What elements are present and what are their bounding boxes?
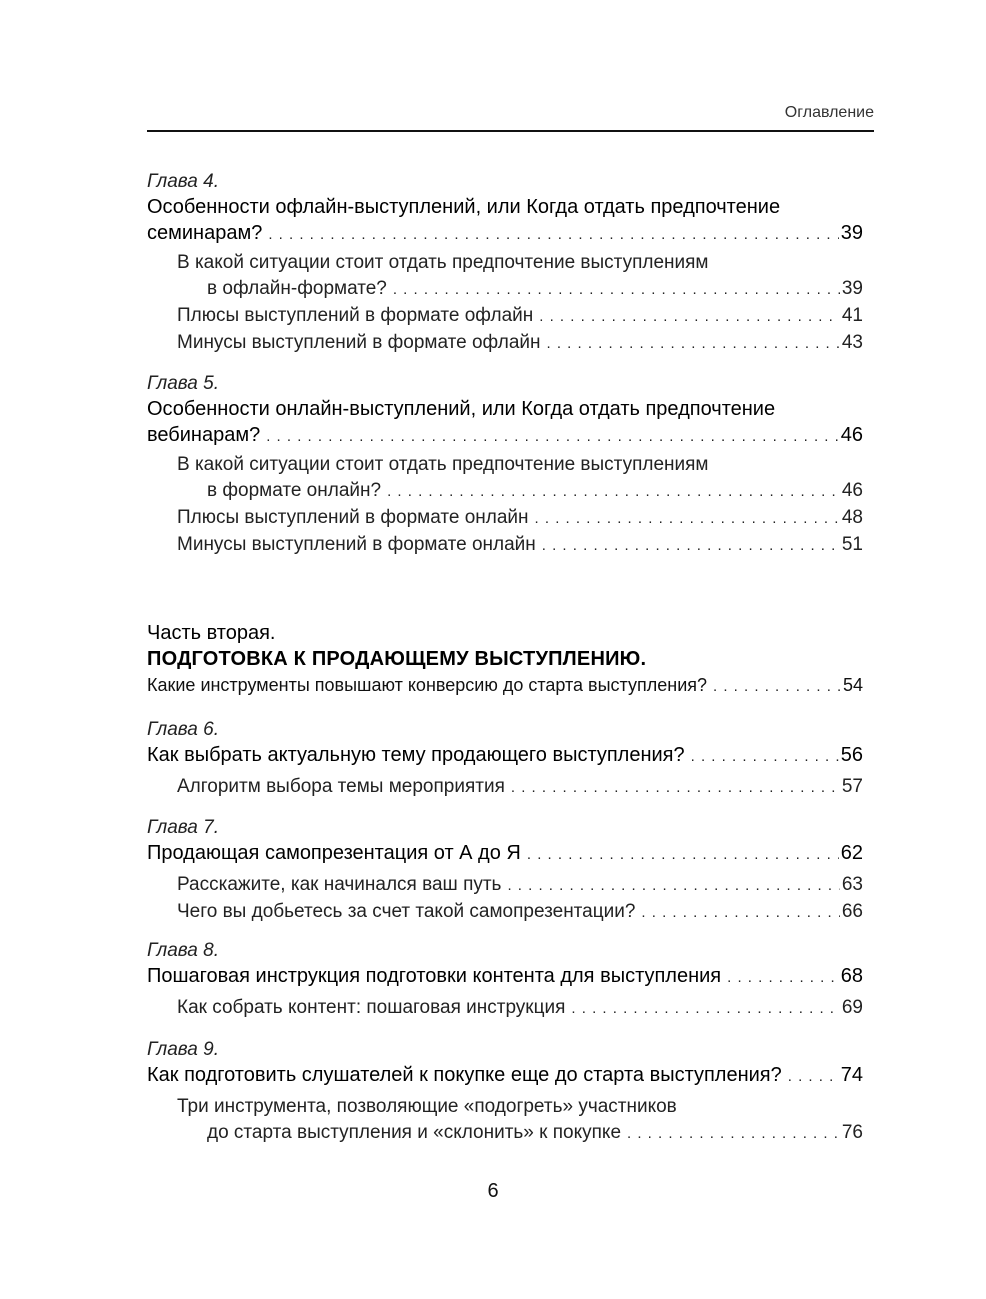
chapter-8-entry	[147, 939, 863, 1022]
subentry-text: Плюсы выступлений в формате онлайн	[177, 507, 529, 528]
page-ref: 57	[841, 776, 863, 797]
subtitle-text: Какие инструменты повышают конверсию до старта выступления?	[147, 675, 708, 695]
toc-subentry[interactable]	[147, 1094, 863, 1120]
chapter-title-text: Особенности онлайн-выступлений, или Когда отдать предпочтение	[147, 398, 776, 420]
toc-subentry[interactable]	[147, 532, 863, 559]
chapter-title-text: Как подготовить слушателей к покупке еще до старта выступления?	[147, 1064, 782, 1086]
subentry-text: В какой ситуации стоит отдать предпочтение выступлениям	[177, 454, 709, 475]
chapter-label: Глава 4.	[147, 171, 219, 192]
page-ref: 46	[840, 424, 863, 446]
chapter-title[interactable]	[147, 1062, 863, 1090]
chapter-label: Глава 9.	[147, 1039, 219, 1060]
running-header	[147, 102, 874, 132]
part-2-entry	[147, 620, 863, 700]
chapter-title-text: Особенности офлайн-выступлений, или Когда отдать предпочтение	[147, 196, 781, 218]
page-ref: 62	[840, 842, 863, 864]
subentry-text: в офлайн-формате?	[207, 278, 387, 299]
subentry-text: до старта выступления и «склонить» к покупке	[207, 1122, 622, 1143]
part-title: ПОДГОТОВКА К ПРОДАЮЩЕМУ ВЫСТУПЛЕНИЮ.	[147, 648, 647, 670]
toc-subentry[interactable]	[147, 995, 863, 1022]
header-title: Оглавление	[784, 104, 874, 121]
page-ref: 51	[841, 534, 863, 555]
subentry-text: Расскажите, как начинался ваш путь	[177, 874, 502, 895]
subentry-text: Чего вы добьетесь за счет такой самопрезентации?	[177, 901, 636, 922]
toc-subentry[interactable]	[147, 872, 863, 899]
chapter-label: Глава 8.	[147, 940, 219, 961]
page-ref: 39	[840, 222, 863, 244]
chapter-title[interactable]	[147, 742, 863, 770]
page-ref: 68	[840, 965, 863, 987]
subentry-text: Минусы выступлений в формате офлайн	[177, 332, 541, 353]
toc-subentry[interactable]	[147, 330, 863, 357]
leader-dots	[393, 277, 840, 303]
page-ref: 48	[841, 507, 863, 528]
toc-subentry[interactable]	[147, 505, 863, 532]
subentry-text: Минусы выступлений в формате онлайн	[177, 534, 536, 555]
subentry-text: в формате онлайн?	[207, 480, 382, 501]
leader-dots	[788, 1064, 839, 1090]
toc-subentry-end[interactable]	[147, 1120, 863, 1147]
chapter-title-text: Как выбрать актуальную тему продающего выступления?	[147, 744, 685, 766]
page-ref: 54	[842, 675, 863, 695]
toc-subentry[interactable]	[147, 774, 863, 801]
chapter-title-text: Продающая самопрезентация от А до Я	[147, 842, 521, 864]
leader-dots	[571, 996, 839, 1022]
chapter-title[interactable]	[147, 963, 863, 991]
chapter-title-text: семинарам?	[147, 222, 263, 244]
toc-subentry[interactable]	[147, 899, 863, 926]
page-ref: 76	[841, 1122, 863, 1143]
chapter-6-entry	[147, 718, 863, 801]
chapter-title-text: Пошаговая инструкция подготовки контента для выступления	[147, 965, 722, 987]
part-label: Часть вторая.	[147, 622, 276, 644]
toc-subentry[interactable]	[147, 303, 863, 330]
toc-subentry[interactable]	[147, 250, 863, 276]
page-number: 6	[487, 1180, 499, 1202]
subentry-text: В какой ситуации стоит отдать предпочтение выступлениям	[177, 252, 709, 273]
subentry-text: Как собрать контент: пошаговая инструкция	[177, 997, 566, 1018]
chapter-label: Глава 7.	[147, 817, 219, 838]
leader-dots	[539, 304, 840, 330]
leader-dots	[507, 873, 839, 899]
leader-dots	[691, 744, 839, 770]
chapter-5-entry	[147, 372, 863, 559]
leader-dots	[268, 222, 838, 248]
leader-dots	[387, 479, 840, 505]
page-ref: 46	[841, 480, 863, 501]
chapter-title-end[interactable]	[147, 220, 863, 248]
leader-dots	[527, 842, 839, 868]
part-subtitle[interactable]	[147, 672, 863, 700]
toc-subentry-end[interactable]	[147, 276, 863, 303]
leader-dots	[266, 424, 839, 450]
leader-dots	[713, 674, 841, 700]
chapter-9-entry	[147, 1038, 863, 1147]
leader-dots	[627, 1121, 840, 1147]
page-ref: 56	[840, 744, 863, 766]
chapter-title-text: вебинарам?	[147, 424, 261, 446]
subentry-text: Плюсы выступлений в формате офлайн	[177, 305, 534, 326]
chapter-7-entry	[147, 816, 863, 926]
page-ref: 66	[841, 901, 863, 922]
subentry-text: Три инструмента, позволяющие «подогреть» участников	[177, 1096, 677, 1117]
page-ref: 39	[841, 278, 863, 299]
leader-dots	[511, 775, 840, 801]
chapter-4-entry	[147, 170, 863, 357]
page-ref: 69	[841, 997, 863, 1018]
page-ref: 43	[841, 332, 863, 353]
leader-dots	[542, 533, 840, 559]
subentry-text: Алгоритм выбора темы мероприятия	[177, 776, 505, 797]
page-ref: 74	[840, 1064, 863, 1086]
leader-dots	[547, 331, 840, 357]
leader-dots	[535, 506, 840, 532]
chapter-title[interactable]	[147, 194, 863, 220]
toc-subentry-end[interactable]	[147, 478, 863, 505]
chapter-label: Глава 5.	[147, 373, 219, 394]
chapter-title[interactable]	[147, 840, 863, 868]
leader-dots	[727, 965, 839, 991]
chapter-label: Глава 6.	[147, 719, 219, 740]
chapter-title[interactable]	[147, 396, 863, 422]
leader-dots	[641, 900, 839, 926]
chapter-title-end[interactable]	[147, 422, 863, 450]
toc-subentry[interactable]	[147, 452, 863, 478]
page-ref: 41	[841, 305, 863, 326]
page-ref: 63	[841, 874, 863, 895]
